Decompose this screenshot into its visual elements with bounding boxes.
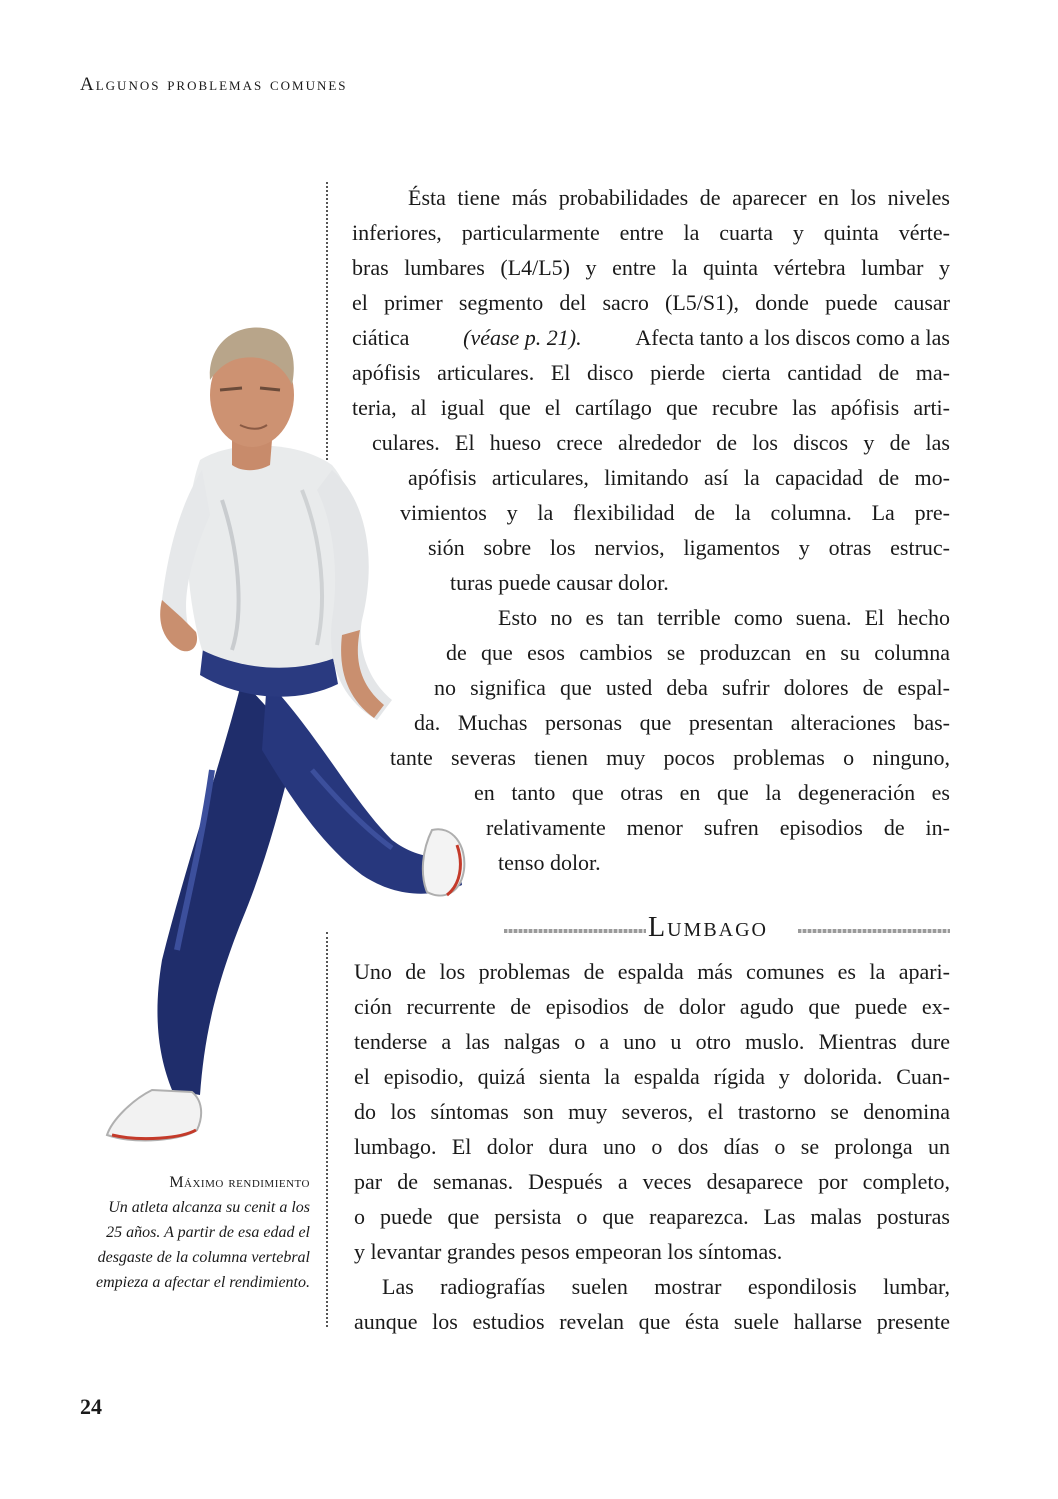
- section-line: Uno de los problemas de espalda más comunes es la apari-: [354, 959, 950, 984]
- body-line: bras lumbares (L4/L5) y entre la quinta vértebra lumbar y: [352, 255, 950, 280]
- body-line: da. Muchas personas que presentan alteraciones bas-: [414, 710, 950, 735]
- running-head: Algunos problemas comunes: [80, 74, 348, 95]
- body-word: ciática: [352, 325, 410, 350]
- body-line: apófisis articulares. El disco pierde cierta cantidad de ma-: [352, 360, 950, 385]
- figure-caption: [90, 1170, 310, 1295]
- section-line: y levantar grandes pesos empeoran los síntomas.: [354, 1239, 783, 1264]
- section-line: aunque los estudios revelan que ésta suele hallarse presente: [354, 1309, 950, 1334]
- section-title: Lumbago: [648, 912, 768, 943]
- body-phrase: Afecta tanto a los discos como a las: [635, 325, 950, 350]
- body-line: tenso dolor.: [498, 850, 601, 875]
- body-line: culares. El hueso crece alrededor de los discos y de las: [372, 430, 950, 455]
- caption-text: Un atleta alcanza su cenit a los 25 años. A partir de esa edad el desgaste de la columna vertebral empieza a afectar el rendimiento.: [95, 1199, 310, 1291]
- body-line: el primer segmento del sacro (L5/S1), donde puede causar: [352, 290, 950, 315]
- body-line: teria, al igual que el cartílago que recubre las apófisis arti-: [352, 395, 950, 420]
- section-line: o puede que persista o que reaparezca. Las malas posturas: [354, 1204, 950, 1229]
- body-line: tante severas tienen muy pocos problemas o ninguno,: [390, 745, 950, 770]
- body-line: de que esos cambios se produzcan en su columna: [446, 640, 950, 665]
- heading-rule-right: [798, 929, 950, 933]
- cross-reference: (véase p. 21).: [463, 325, 582, 350]
- body-line: Ésta tiene más probabilidades de aparecer en los niveles: [408, 185, 950, 210]
- body-line: turas puede causar dolor.: [450, 570, 669, 595]
- section-line: el episodio, quizá sienta la espalda rígida y dolorida. Cuan-: [354, 1064, 950, 1089]
- section-heading: [496, 910, 952, 950]
- section-line: par de semanas. Después a veces desaparece por completo,: [354, 1169, 950, 1194]
- caption-title: Máximo rendimiento: [169, 1174, 310, 1191]
- body-line: vimientos y la flexibilidad de la columna. La pre-: [400, 500, 950, 525]
- section-line: Las radiografías suelen mostrar espondilosis lumbar,: [382, 1274, 950, 1299]
- body-line: en tanto que otras en que la degeneración es: [474, 780, 950, 805]
- section-line: tenderse a las nalgas o a uno u otro muslo. Mientras dure: [354, 1029, 950, 1054]
- body-line: sión sobre los nervios, ligamentos y otras estruc-: [428, 535, 950, 560]
- heading-rule-left: [504, 929, 646, 933]
- body-line: Esto no es tan terrible como suena. El hecho: [498, 605, 950, 630]
- section-line: ción recurrente de episodios de dolor agudo que puede ex-: [354, 994, 950, 1019]
- page-number: 24: [80, 1394, 102, 1419]
- body-line: inferiores, particularmente entre la cuarta y quinta vérte-: [352, 220, 950, 245]
- body-line: no significa que usted deba sufrir dolores de espal-: [434, 675, 950, 700]
- section-line: do los síntomas son muy severos, el trastorno se denomina: [354, 1099, 950, 1124]
- body-line: relativamente menor sufren episodios de in-: [486, 815, 950, 840]
- body-line: [352, 320, 950, 355]
- section-line: lumbago. El dolor dura uno o dos días o se prolonga un: [354, 1134, 950, 1159]
- body-line: apófisis articulares, limitando así la capacidad de mo-: [408, 465, 950, 490]
